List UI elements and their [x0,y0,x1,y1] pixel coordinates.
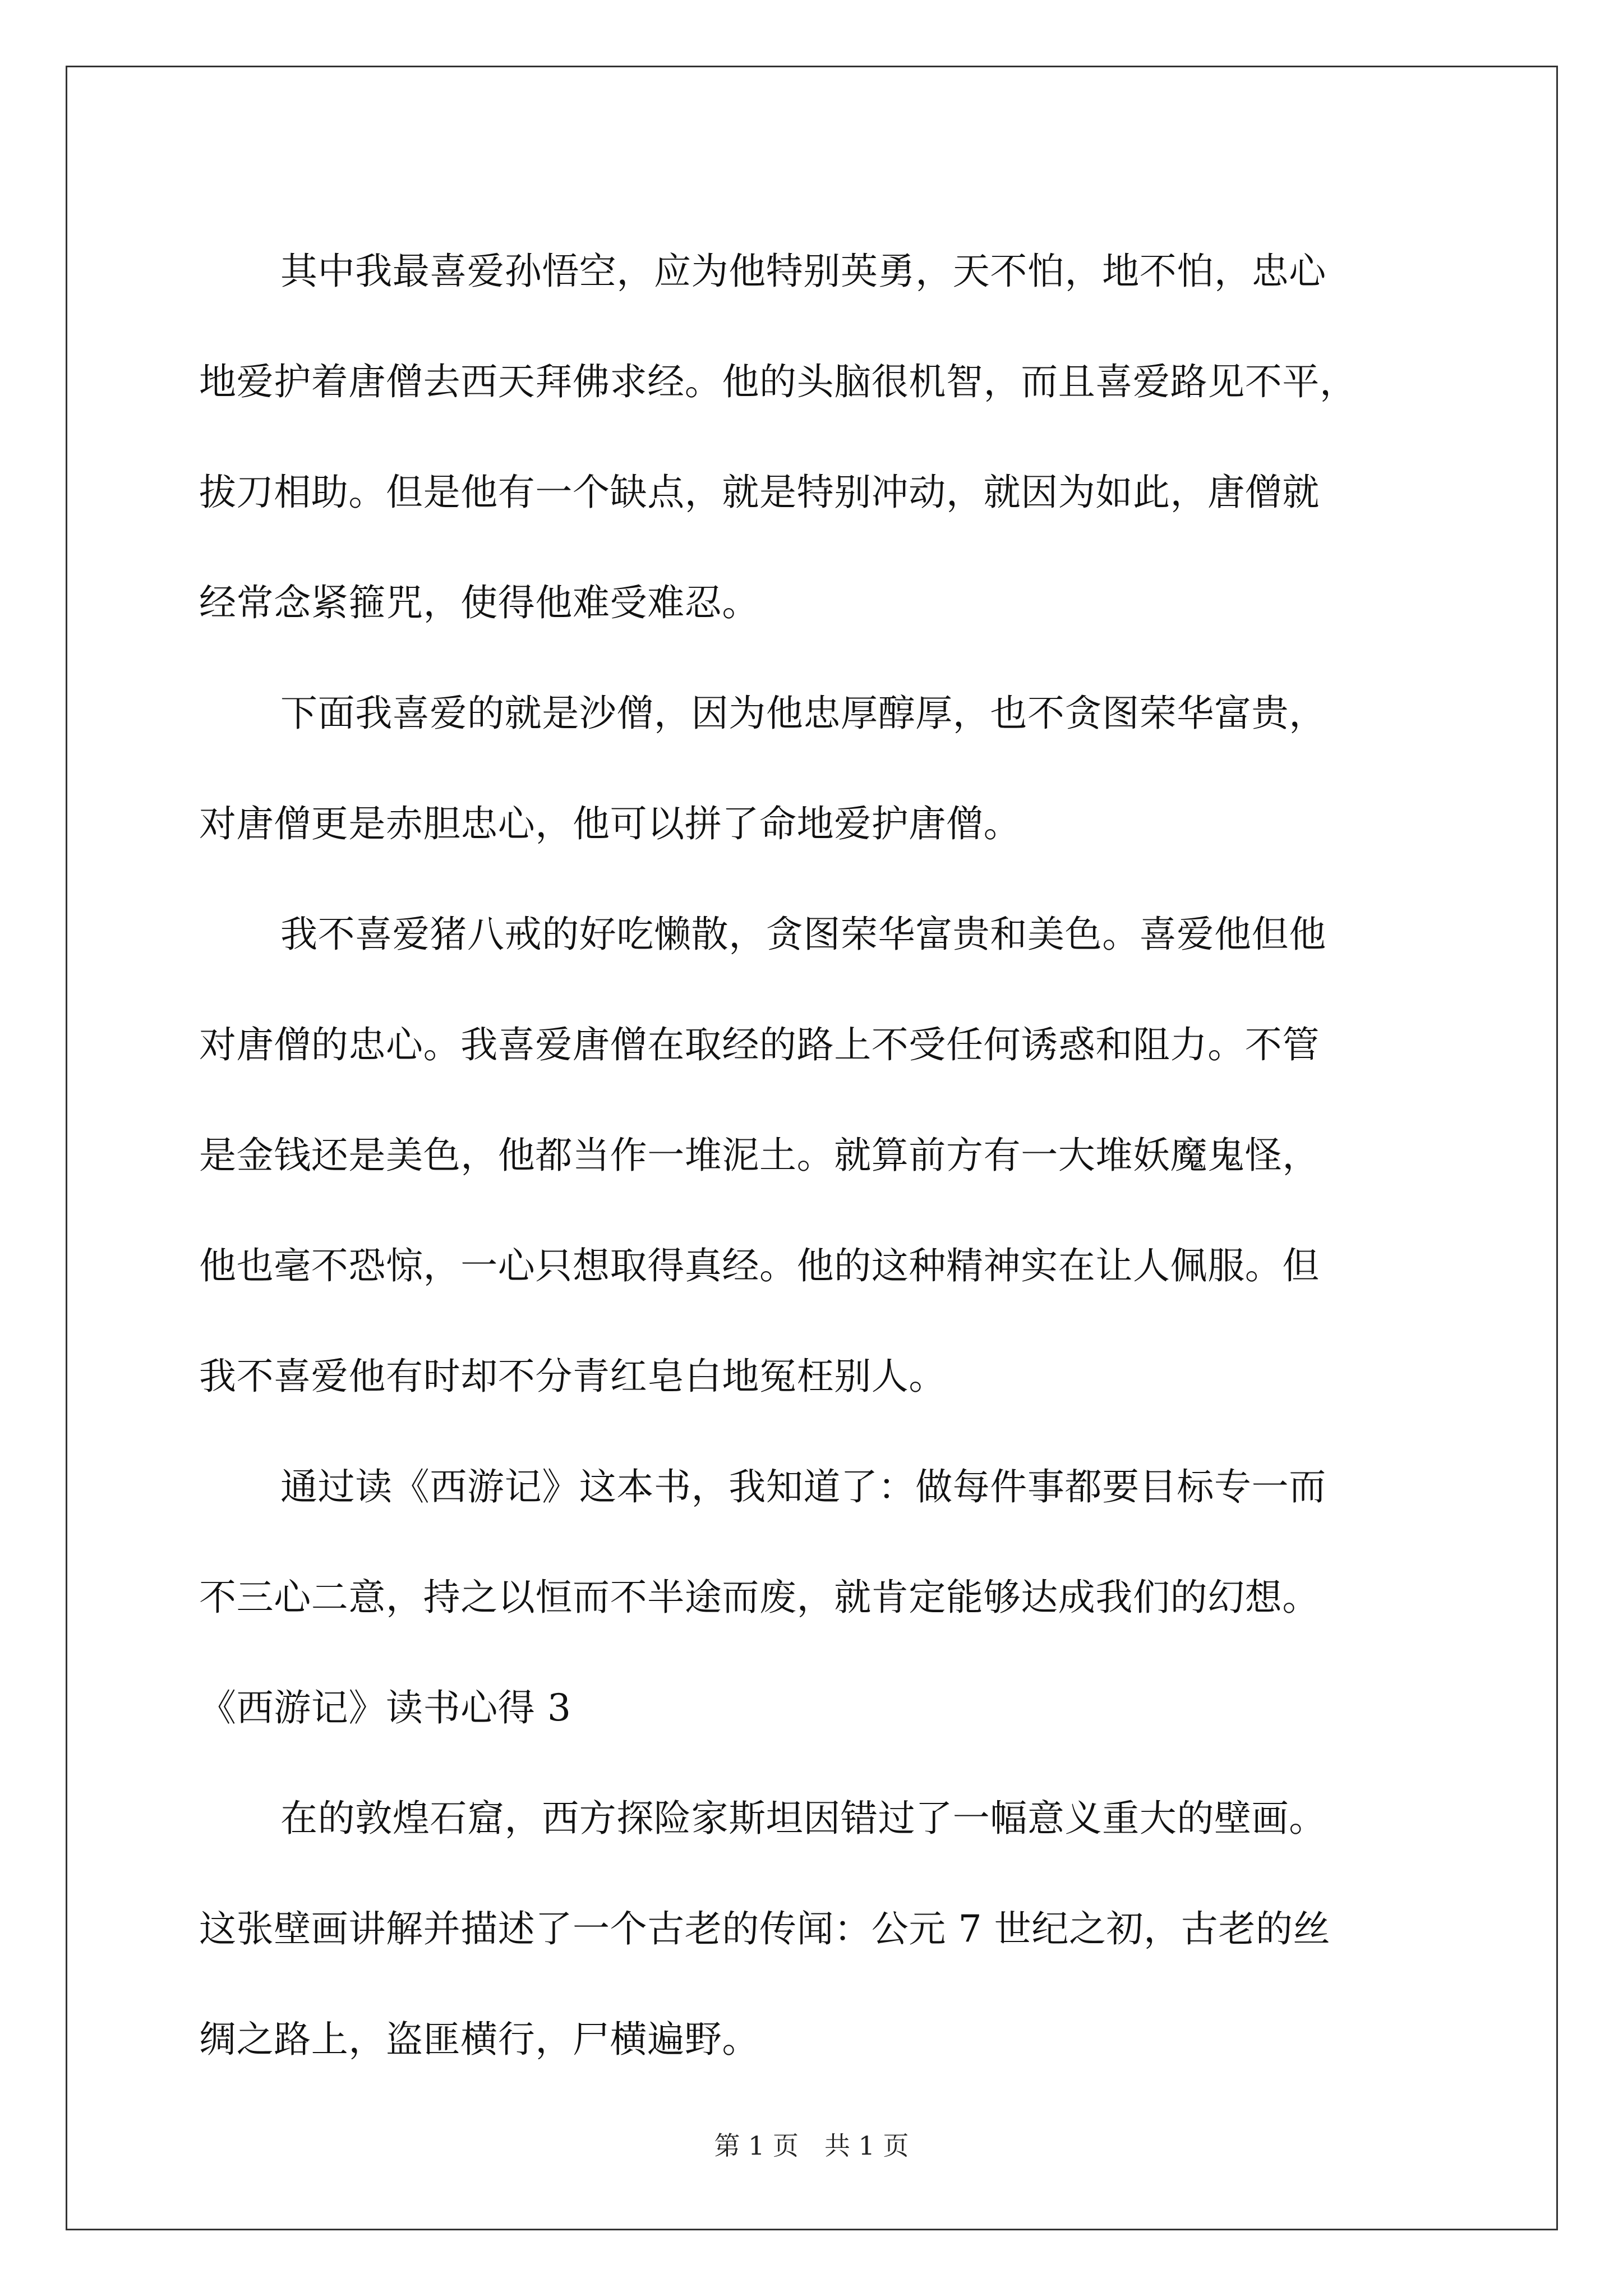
text-line-3: 拔刀相助。但是他有一个缺点，就是特别冲动，就因为如此，唐僧就 [199,471,1320,514]
text-line-5: 下面我喜爱的就是沙僧，因为他忠厚醇厚，也不贪图荣华富贵， [280,692,1326,735]
text-line-2: 地爱护着唐僧去西天拜佛求经。他的头脑很机智，而且喜爱路见不平， [199,360,1357,403]
text-line-8: 对唐僧的忠心。我喜爱唐僧在取经的路上不受任何诱惑和阻力。不管 [199,1023,1320,1066]
text-line-1: 其中我最喜爱孙悟空，应为他特别英勇，天不怕，地不怕，忠心 [280,250,1326,293]
text-line-4: 经常念紧箍咒，使得他难受难忍。 [199,581,759,624]
text-line-7: 我不喜爱猪八戒的好吃懒散，贪图荣华富贵和美色。喜爱他但他 [280,913,1326,956]
text-line-10: 他也毫不恐惊，一心只想取得真经。他的这种精神实在让人佩服。但 [199,1244,1320,1287]
page-number: 第 1 页 [714,2131,799,2161]
page-total: 共 1 页 [824,2131,909,2161]
text-line-11: 我不喜爱他有时却不分青红皂白地冤枉别人。 [199,1355,946,1398]
text-line-9: 是金钱还是美色，他都当作一堆泥土。就算前方有一大堆妖魔鬼怪， [199,1134,1320,1177]
page-footer [0,2129,1623,2162]
text-line-13: 不三心二意，持之以恒而不半途而废，就肯定能够达成我们的幻想。 [199,1576,1320,1619]
text-line-12: 通过读《西游记》这本书，我知道了：做每件事都要目标专一而 [280,1465,1326,1508]
document-body [199,216,1433,2095]
text-line-17: 绸之路上，盗匪横行，尸横遍野。 [199,2018,759,2061]
text-line-15: 在的敦煌石窟，西方探险家斯坦因错过了一幅意义重大的壁画。 [280,1797,1326,1840]
section-heading: 《西游记》读书心得 3 [199,1686,571,1729]
text-line-6: 对唐僧更是赤胆忠心，他可以拼了命地爱护唐僧。 [199,802,1021,845]
text-line-16: 这张壁画讲解并描述了一个古老的传闻：公元 7 世纪之初，古老的丝 [199,1907,1331,1950]
